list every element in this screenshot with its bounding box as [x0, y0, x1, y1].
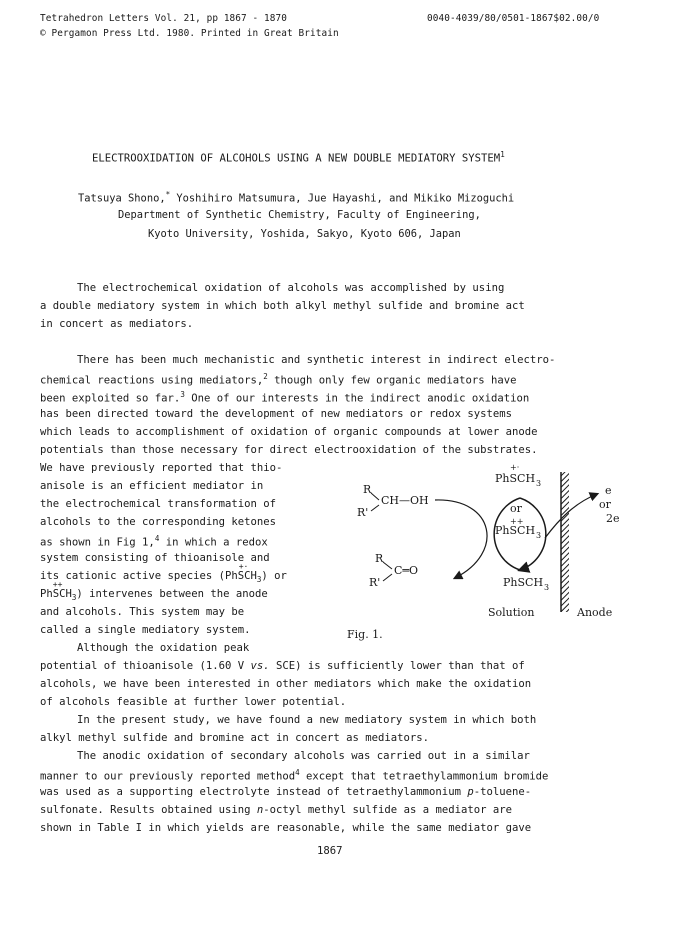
col-line-5-b: in which a redox [159, 536, 268, 549]
para2-line-1-a: potential of thioanisole (1.60 V [40, 660, 251, 672]
solution-label: Solution [488, 606, 535, 619]
dication-formula: SCH [52, 588, 72, 600]
col-line-8-c: ) intervenes between the anode [76, 588, 268, 600]
sub-3b: 3 [71, 593, 77, 603]
other-authors: Yoshihiro Matsumura, Jue Hayashi, and Mikiko Mizoguchi [176, 192, 515, 205]
top-charge: +· [510, 463, 520, 472]
para1-line-5: which leads to accomplishment of oxidation of organic compounds at lower anode [40, 426, 538, 438]
alcohol-r2: R' [357, 506, 369, 519]
para2-line-1-b: SCE) is sufficiently lower than that of [269, 660, 525, 672]
col-line-4: alcohols to the corresponding ketones [40, 516, 276, 528]
col-line-8-a: Ph [40, 588, 53, 600]
ketone-bond-1 [383, 562, 392, 569]
abstract-line-2: a double mediatory system in which both alkyl methyl sulfide and bromine act [40, 300, 525, 312]
col-line-7-a: its cationic active species (Ph [40, 570, 238, 582]
para1-line-3-b: One of our interests in the indirect anodic oxidation [184, 392, 530, 405]
or-label-mid: or [510, 502, 522, 515]
ref-4b: 4 [295, 768, 300, 777]
para1-line-6: potentials than those necessary for direct electrooxidation of the substrates. [40, 444, 538, 456]
arrow-alcohol-to-ketone [435, 500, 487, 578]
bottom-species-sub: 3 [544, 583, 550, 592]
dication-charge-fig: ++ [510, 517, 524, 526]
para3-line-2: alkyl methyl sulfide and bromine act in concert as mediators. [40, 732, 430, 744]
ketone-r: R [375, 552, 384, 565]
publisher-line: © Pergamon Press Ltd. 1980. Printed in Great Britain [40, 28, 339, 39]
para4-line-3-a: was used as a supporting electrolyte instead of tetraethylammonium [40, 786, 468, 798]
anode-label: Anode [577, 606, 613, 619]
paper-title [92, 150, 505, 165]
para1-line-4: has been directed toward the development of new mediators or redox systems [40, 408, 512, 420]
para1-line-1: There has been much mechanistic and synthetic interest in indirect electro- [77, 354, 556, 366]
cation-radical-formula: SCH [237, 570, 257, 582]
para4-line-1: The anodic oxidation of secondary alcohols was carried out in a similar [77, 750, 530, 762]
figure-1-redox-scheme [335, 458, 635, 648]
paper-title-text: ELECTROOXIDATION OF ALCOHOLS USING A NEW DOUBLE MEDIATORY SYSTEM [92, 152, 501, 165]
para2-line-2: alcohols, we have been interested in other mediators which make the oxidation [40, 678, 532, 690]
col-line-9: and alcohols. This system may be [40, 606, 245, 618]
alcohol-r: R [363, 483, 372, 496]
dication-charge: ++ [52, 580, 63, 589]
para2-line-3: of alcohols feasible at further lower potential. [40, 696, 347, 708]
col-line-3: the electrochemical transformation of [40, 498, 276, 510]
para4-line-2-b: except that tetraethylammonium bromide [299, 770, 549, 783]
ketone-r2: R' [369, 576, 381, 589]
para2-line-1 [40, 660, 525, 672]
dication [52, 580, 72, 600]
ketone-group: C═O [394, 564, 419, 577]
para3-line-1: In the present study, we have found a new mediatory system in which both [77, 714, 537, 726]
figure-caption: Fig. 1. [347, 628, 383, 641]
two-electron-label: 2e [606, 512, 620, 525]
para4-line-4 [40, 804, 512, 816]
para1-line-2-b: though only few organic mediators have [267, 374, 517, 387]
normal-prefix: n [256, 804, 264, 816]
para1-line-3-a: been exploited so far. [40, 392, 181, 405]
para1-line-2-a: chemical reactions using mediators, [40, 374, 264, 387]
versus-abbrev: vs. [250, 660, 270, 672]
article-code: 0040-4039/80/0501-1867$02.00/0 [427, 13, 600, 24]
col-line-5 [40, 534, 268, 549]
alcohol-bond-1 [371, 493, 379, 500]
top-species-sub: 3 [536, 479, 542, 488]
para4-line-2 [40, 768, 548, 783]
alcohol-bond-2 [371, 505, 379, 511]
dication-fig: PhSCH [495, 524, 536, 537]
col-line-7 [40, 562, 287, 585]
para1-line-3 [40, 390, 529, 405]
col-line-8 [40, 580, 268, 603]
col-line-7-c: ) or [261, 570, 287, 582]
title-footnote-ref: 1 [500, 150, 505, 159]
para4-line-5: shown in Table I in which yields are reasonable, while the same mediator gave [40, 822, 532, 834]
cation-radical-charge: +· [238, 562, 249, 571]
corresponding-mark: * [165, 190, 171, 199]
sub-3a: 3 [256, 575, 262, 585]
ref-4a: 4 [154, 534, 160, 543]
col-line-11: Although the oxidation peak [77, 642, 250, 654]
abstract-line-3: in concert as mediators. [40, 318, 194, 330]
para-prefix: p [467, 786, 474, 798]
author-line [78, 190, 514, 204]
para1-line-2 [40, 372, 517, 387]
col-line-10: called a single mediatory system. [40, 624, 251, 636]
col-line-6: system consisting of thioanisole and [40, 552, 270, 564]
electron-or: or [599, 498, 611, 511]
cation-radical [237, 562, 257, 582]
first-author: Tatsuya Shono, [78, 192, 166, 205]
top-species: PhSCH [495, 472, 536, 485]
para4-line-4-a: sulfonate. Results obtained using [40, 804, 257, 816]
para4-line-3-b: -toluene- [473, 786, 532, 798]
col-line-5-a: as shown in Fig 1, [40, 536, 155, 549]
bottom-species: PhSCH [503, 576, 544, 589]
affiliation-dept: Department of Synthetic Chemistry, Faculty of Engineering, [118, 209, 481, 221]
para4-line-2-a: manner to our previously reported method [40, 770, 296, 783]
col-line-1: We have previously reported that thio- [40, 462, 283, 474]
dication-sub-fig: 3 [536, 531, 542, 540]
ketone-bond-2 [383, 574, 392, 581]
anode-electrode [561, 472, 569, 612]
electron-arrow [545, 494, 597, 538]
ref-3: 3 [180, 390, 185, 399]
journal-citation: Tetrahedron Letters Vol. 21, pp 1867 - 1870 [40, 13, 288, 24]
page-number: 1867 [317, 845, 343, 857]
alcohol-group: CH—OH [381, 494, 429, 507]
col-line-2: anisole is an efficient mediator in [40, 480, 264, 492]
affiliation-univ: Kyoto University, Yoshida, Sakyo, Kyoto 606, Japan [148, 228, 461, 240]
abstract-line-1: The electrochemical oxidation of alcohols was accomplished by using [77, 282, 505, 294]
para4-line-3 [40, 786, 531, 798]
ref-2: 2 [263, 372, 268, 381]
para4-line-4-b: -octyl methyl sulfide as a mediator are [263, 804, 512, 816]
electron-label: e [605, 484, 612, 497]
